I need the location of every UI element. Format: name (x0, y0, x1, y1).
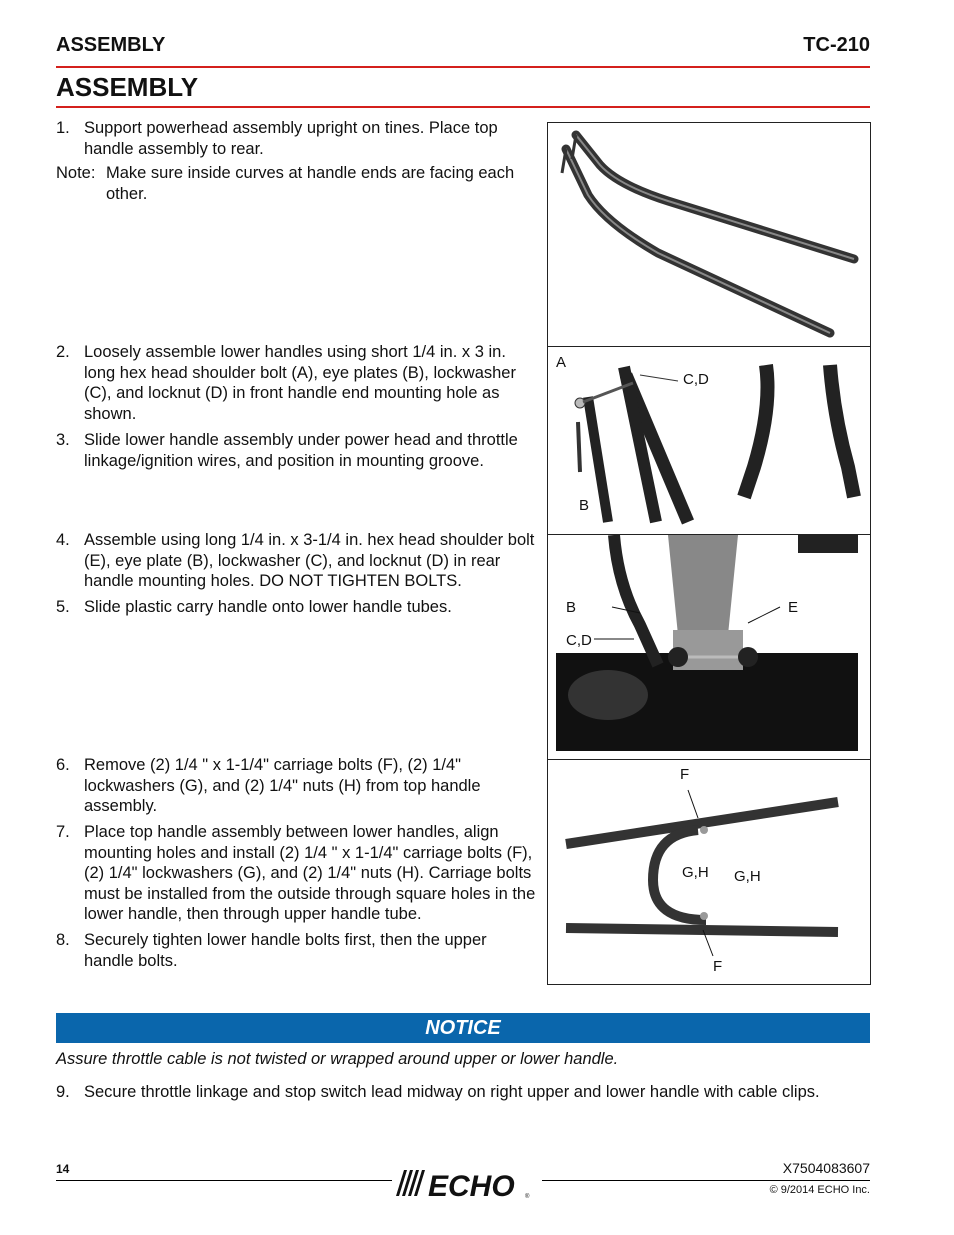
figure-top-handle (547, 122, 871, 348)
figure-top-handle-join (547, 759, 871, 985)
figure-lower-handle-front (547, 346, 871, 536)
step-text: Slide lower handle assembly under power head and throttle linkage/ignition wires, and position in mounting groove. (84, 431, 518, 470)
step-6 (56, 755, 536, 817)
label-f-bottom: F (713, 958, 723, 975)
step-text: Loosely assemble lower handles using short 1/4 in. x 3 in. long hex head shoulder bolt (A), eye plates (B), lockwasher (C), and locknut (D) in front handle end mounting hole as shown. (84, 343, 516, 423)
handle-join-illustration (548, 760, 870, 984)
svg-text:®: ® (525, 1194, 530, 1200)
step-number: 1. (56, 119, 70, 137)
step-text: Place top handle assembly between lower handles, align mounting holes and install (2) 1/4 " x 1-1/4" carriage bolts (F), (2) 1/4" lockwashers (G), and (2) 1/4" nuts (H). Carriage bolts must be installed from the outside through square holes in the lower handle, then through upper handle tube. (84, 823, 536, 923)
note-text: Make sure inside curves at handle ends are facing each other. (106, 164, 515, 203)
step-number: 8. (56, 931, 70, 949)
step-number: 2. (56, 343, 70, 361)
label-cd: C,D (683, 371, 709, 388)
step-5 (56, 597, 536, 618)
step-text: Secure throttle linkage and stop switch lead midway on right upper and lower handle with cable clips. (84, 1083, 820, 1101)
step-text: Assemble using long 1/4 in. x 3-1/4 in. hex head shoulder bolt (E), eye plate (B), lockwasher (C), and locknut (D) in rear handle mounting holes. DO NOT TIGHTEN BOLTS. (84, 531, 535, 590)
step-number: 9. (56, 1083, 70, 1101)
notice-banner: NOTICE (56, 1013, 870, 1043)
note (56, 163, 536, 204)
page-number: 14 (56, 1162, 70, 1176)
step-1 (56, 118, 536, 159)
step-text: Slide plastic carry handle onto lower handle tubes. (84, 598, 452, 616)
label-gh-right: G,H (734, 868, 761, 885)
step-number: 5. (56, 598, 70, 616)
step-4 (56, 530, 536, 592)
part-number: X7504083607 (782, 1160, 870, 1176)
note-label: Note: (56, 164, 96, 182)
label-f-top: F (680, 766, 690, 783)
top-handle-illustration (548, 123, 870, 347)
label-b: B (566, 599, 577, 616)
label-cd: C,D (566, 632, 592, 649)
notice-text: Assure throttle cable is not twisted or wrapped around upper or lower handle. (56, 1050, 619, 1068)
step-text: Support powerhead assembly upright on tines. Place top handle assembly to rear. (84, 119, 498, 158)
copyright: © 9/2014 ECHO Inc. (769, 1184, 870, 1196)
step-3 (56, 430, 536, 471)
step-2 (56, 342, 536, 424)
svg-text:ECHO: ECHO (428, 1170, 515, 1200)
label-b: B (579, 497, 590, 514)
rear-mount-illustration (548, 535, 870, 759)
step-text: Remove (2) 1/4 " x 1-1/4" carriage bolts (F), (2) 1/4" lockwashers (G), and (2) 1/4" nuts (H) from top handle assembly. (84, 756, 481, 815)
figure-rear-mount (547, 534, 871, 760)
label-gh-left: G,H (682, 864, 709, 881)
page-title: ASSEMBLY (56, 72, 870, 108)
label-e: E (788, 599, 799, 616)
header-section: ASSEMBLY (56, 34, 166, 56)
step-number: 3. (56, 431, 70, 449)
label-a: A (556, 354, 567, 371)
step-9 (56, 1083, 870, 1102)
echo-logo (392, 1166, 542, 1200)
step-number: 6. (56, 756, 70, 774)
step-text: Securely tighten lower handle bolts first, then the upper handle bolts. (84, 931, 487, 970)
step-7 (56, 822, 536, 925)
step-number: 4. (56, 531, 70, 549)
header-model: TC-210 (803, 34, 870, 56)
lower-handle-illustration (548, 347, 870, 535)
step-8 (56, 930, 536, 971)
step-number: 7. (56, 823, 70, 841)
page-header (56, 32, 870, 68)
